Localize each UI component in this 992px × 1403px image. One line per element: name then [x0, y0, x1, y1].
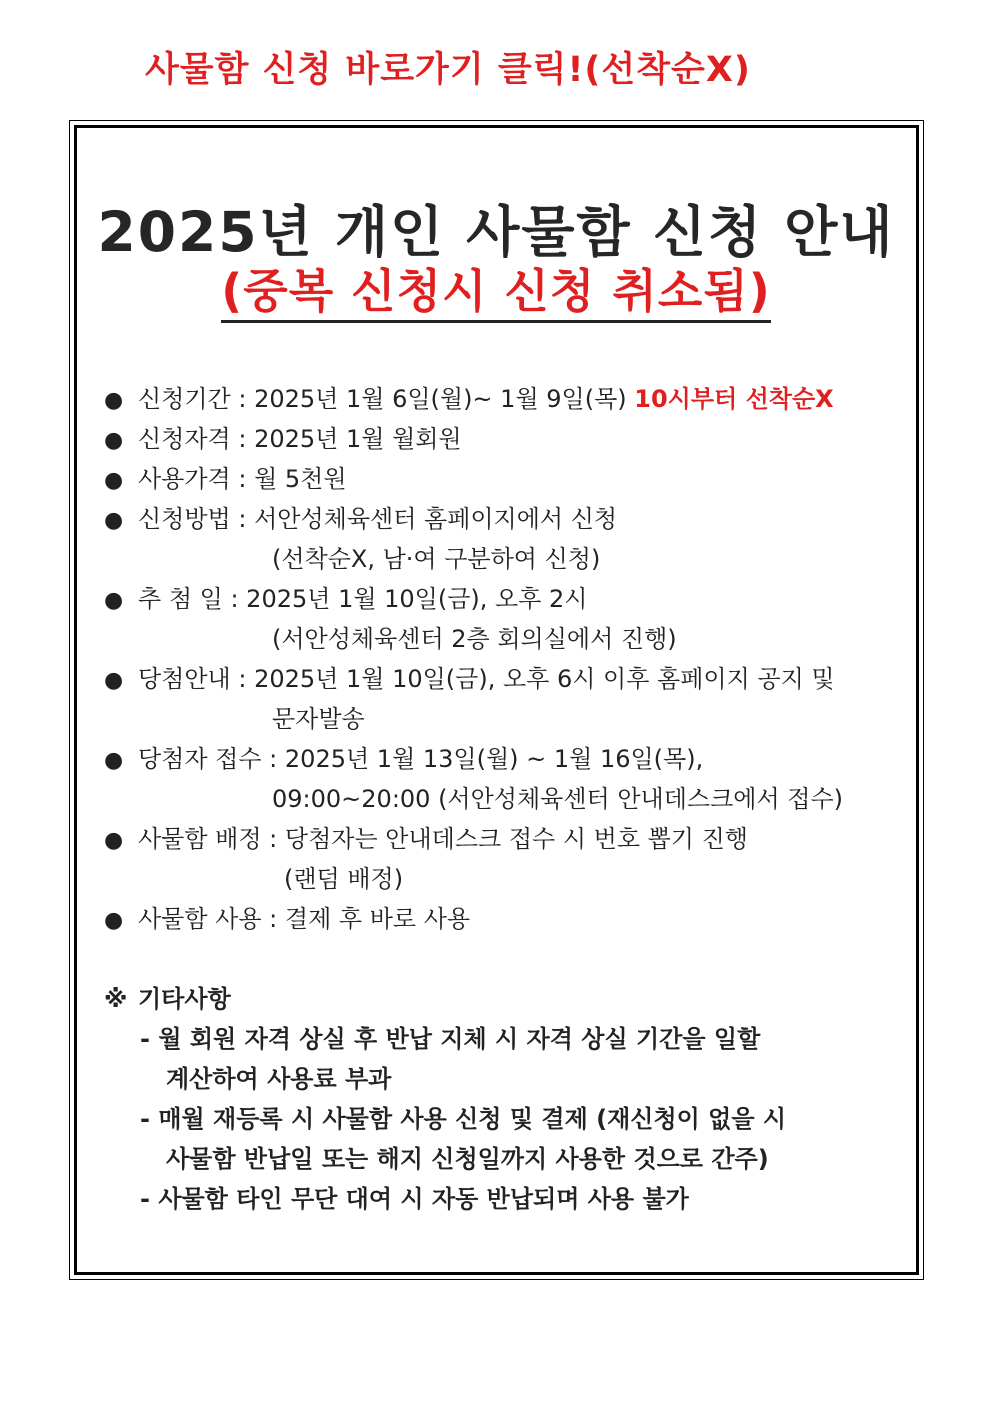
info-value-continued: (서안성체육센터 2층 회의실에서 진행) — [272, 625, 677, 653]
info-item-application-period — [104, 384, 834, 416]
info-value: 서안성체육센터 홈페이지에서 신청 — [254, 505, 618, 533]
reference-mark-icon: ※ — [104, 985, 128, 1013]
info-item-winner-notice — [104, 664, 835, 696]
note-item-continued: 계산하여 사용료 부과 — [166, 1065, 392, 1093]
info-value: 2025년 1월 10일(금), 오후 2시 — [246, 585, 588, 613]
locker-application-link[interactable]: 사물함 신청 바로가기 클릭!(선착순X) — [145, 50, 751, 90]
info-label: 추 첨 일 : — [138, 585, 239, 613]
info-value: 결제 후 바로 사용 — [284, 905, 471, 933]
info-item-locker-use — [104, 904, 470, 936]
note-item: - 월 회원 자격 상실 후 반납 지체 시 자격 상실 기간을 일할 — [140, 1025, 761, 1053]
note-item-continued: 사물함 반납일 또는 해지 신청일까지 사용한 것으로 간주) — [166, 1145, 769, 1173]
info-item-draw-date — [104, 584, 588, 616]
info-label: 신청자격 : — [138, 425, 247, 453]
bullet-icon: ● — [104, 508, 124, 533]
page-title: 2025년 개인 사물함 신청 안내 — [97, 200, 895, 264]
info-value-continued: (랜덤 배정) — [284, 865, 404, 893]
bullet-icon: ● — [104, 908, 124, 933]
info-label: 신청기간 : — [138, 385, 247, 413]
info-value: 월 5천원 — [254, 465, 347, 493]
info-item-winner-reception — [104, 744, 703, 776]
page-subtitle — [0, 262, 992, 323]
info-value-continued: 09:00~20:00 (서안성체육센터 안내데스크에서 접수) — [272, 785, 843, 813]
note-item: - 매월 재등록 시 사물함 사용 신청 및 결제 (재신청이 없을 시 — [140, 1105, 787, 1133]
info-label: 당첨자 접수 : — [138, 745, 278, 773]
bullet-icon: ● — [104, 828, 124, 853]
bullet-icon: ● — [104, 668, 124, 693]
info-value: 2025년 1월 13일(월) ~ 1월 16일(목), — [284, 745, 704, 773]
note-item: - 사물함 타인 무단 대여 시 자동 반납되며 사용 불가 — [140, 1185, 689, 1213]
info-value-continued: 문자발송 — [272, 705, 365, 733]
info-item-eligibility — [104, 424, 462, 456]
info-value: 당첨자는 안내데스크 접수 시 번호 뽑기 진행 — [284, 825, 748, 853]
info-value-continued: (선착순X, 남·여 구분하여 신청) — [272, 545, 601, 573]
info-label: 사물함 배정 : — [138, 825, 278, 853]
info-label: 신청방법 : — [138, 505, 247, 533]
info-item-locker-assignment — [104, 824, 748, 856]
info-label: 당첨안내 : — [138, 665, 247, 693]
subtitle-text: (중복 신청시 신청 취소됨) — [221, 262, 770, 323]
info-item-method — [104, 504, 617, 536]
info-value: 2025년 1월 6일(월)~ 1월 9일(목) — [254, 385, 627, 413]
bullet-icon: ● — [104, 388, 124, 413]
info-value: 2025년 1월 10일(금), 오후 6시 이후 홈페이지 공지 및 — [254, 665, 835, 693]
notes-heading — [104, 984, 231, 1014]
info-item-price — [104, 464, 347, 496]
notes-title: 기타사항 — [138, 985, 231, 1013]
info-label: 사물함 사용 : — [138, 905, 278, 933]
info-value: 2025년 1월 월회원 — [254, 425, 462, 453]
first-come-notice: 10시부터 선착순X — [634, 385, 834, 413]
info-label: 사용가격 : — [138, 465, 247, 493]
bullet-icon: ● — [104, 428, 124, 453]
bullet-icon: ● — [104, 588, 124, 613]
bullet-icon: ● — [104, 748, 124, 773]
bullet-icon: ● — [104, 468, 124, 493]
